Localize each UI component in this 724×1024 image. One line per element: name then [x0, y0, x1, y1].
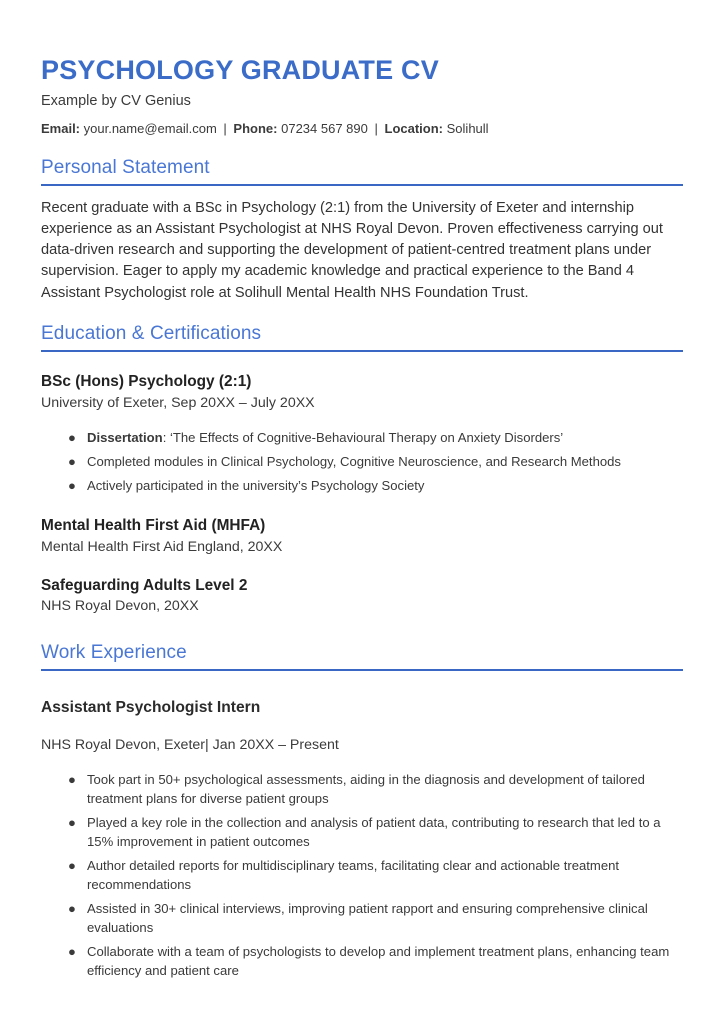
spacer: [41, 683, 683, 697]
spacer: [41, 364, 683, 372]
education-entry-title: Mental Health First Aid (MHFA): [41, 517, 266, 535]
list-item: [41, 900, 683, 938]
spacer: [41, 413, 683, 429]
section-education: [41, 322, 683, 617]
cv-byline: Example by CV Genius: [41, 92, 191, 109]
list-item: [41, 453, 683, 472]
personal-statement-text: Recent graduate with a BSc in Psychology (2:1) from the University of Exeter and internship experience as an Assistant Psychologist at NHS Royal Devon. Proven effectiveness carrying out data-driven research and supporting the development of patient-centred treatment plans under supervision. Eager to apply my academic knowledge and practical experience to the Band 4 Assistant Psychologist role at Solihull Mental Health NHS Foundation Trust.: [41, 199, 663, 301]
bullet-text: Assisted in 30+ clinical interviews, improving patient rapport and ensuring comprehensive clinical evaluations: [87, 901, 648, 936]
spacer: [41, 496, 683, 516]
contact-separator-2: |: [374, 121, 378, 137]
spacer: [41, 308, 683, 322]
education-entry-subtitle: Mental Health First Aid England, 20XX: [41, 538, 283, 555]
spacer: [41, 755, 683, 771]
section-title-education: Education & Certifications: [41, 323, 262, 345]
education-entry-title: BSc (Hons) Psychology (2:1): [41, 372, 252, 390]
list-item: [41, 477, 683, 496]
work-bullet-list: [41, 771, 683, 981]
bullet-lead: Dissertation: [87, 430, 163, 446]
bullet-icon: ●: [68, 454, 76, 470]
list-item: [41, 814, 683, 852]
location-label: Location:: [384, 121, 444, 137]
bullet-icon: ●: [68, 478, 76, 494]
bullet-icon: ●: [68, 815, 76, 831]
bullet-text: Collaborate with a team of psychologists to develop and implement treatment plans, enhancing team efficiency and patient care: [87, 944, 670, 979]
list-item: [41, 429, 683, 448]
phone-value[interactable]: 07234 567 890: [281, 121, 368, 137]
section-rule-education: [41, 350, 683, 352]
location-value: Solihull: [446, 121, 489, 137]
section-rule-work-experience: [41, 669, 683, 671]
education-entry: [41, 516, 683, 557]
education-entry-subtitle: NHS Royal Devon, 20XX: [41, 598, 199, 615]
spacer: [41, 718, 683, 736]
section-personal-statement: [41, 156, 683, 304]
job-title: Assistant Psychologist Intern: [41, 698, 261, 716]
bullet-text: Actively participated in the university’s Psychology Society: [87, 478, 425, 494]
phone-label: Phone:: [233, 121, 278, 137]
spacer: [41, 617, 683, 641]
list-item: [41, 857, 683, 895]
list-item: [41, 943, 683, 981]
education-entry: [41, 576, 683, 617]
bullet-icon: ●: [68, 901, 76, 917]
email-label: Email:: [41, 121, 81, 137]
education-entry-subtitle: University of Exeter, Sep 20XX – July 20XX: [41, 394, 315, 411]
bullet-icon: ●: [68, 944, 76, 960]
bullet-text: : ‘The Effects of Cognitive-Behavioural Therapy on Anxiety Disorders’: [162, 430, 564, 446]
contact-line: [41, 120, 683, 138]
bullet-text: Author detailed reports for multidisciplinary teams, facilitating clear and actionable treatment recommendations: [87, 858, 620, 893]
bullet-icon: ●: [68, 430, 76, 446]
email-value[interactable]: your.name@email.com: [83, 121, 217, 137]
section-work-experience: [41, 641, 683, 981]
cv-header: [41, 56, 683, 138]
job-meta: NHS Royal Devon, Exeter| Jan 20XX – Present: [41, 736, 339, 753]
education-bullet-list: [41, 429, 683, 496]
education-entry: [41, 372, 683, 413]
bullet-text: Took part in 50+ psychological assessments, aiding in the diagnosis and development of tailored treatment plans for diverse patient groups: [87, 772, 645, 807]
section-rule-personal-statement: [41, 184, 683, 186]
contact-separator-1: |: [223, 121, 227, 137]
education-entry-title: Safeguarding Adults Level 2: [41, 576, 248, 594]
list-item: [41, 771, 683, 809]
bullet-text: Completed modules in Clinical Psychology, Cognitive Neuroscience, and Research Methods: [87, 454, 621, 470]
page-title: PSYCHOLOGY GRADUATE CV: [41, 55, 439, 85]
bullet-text: Played a key role in the collection and analysis of patient data, contributing to research that led to a 15% improvement in patient outcomes: [87, 815, 661, 850]
section-title-personal-statement: Personal Statement: [41, 156, 210, 178]
bullet-icon: ●: [68, 858, 76, 874]
bullet-icon: ●: [68, 772, 76, 788]
spacer: [41, 558, 683, 576]
section-title-work-experience: Work Experience: [41, 641, 187, 663]
